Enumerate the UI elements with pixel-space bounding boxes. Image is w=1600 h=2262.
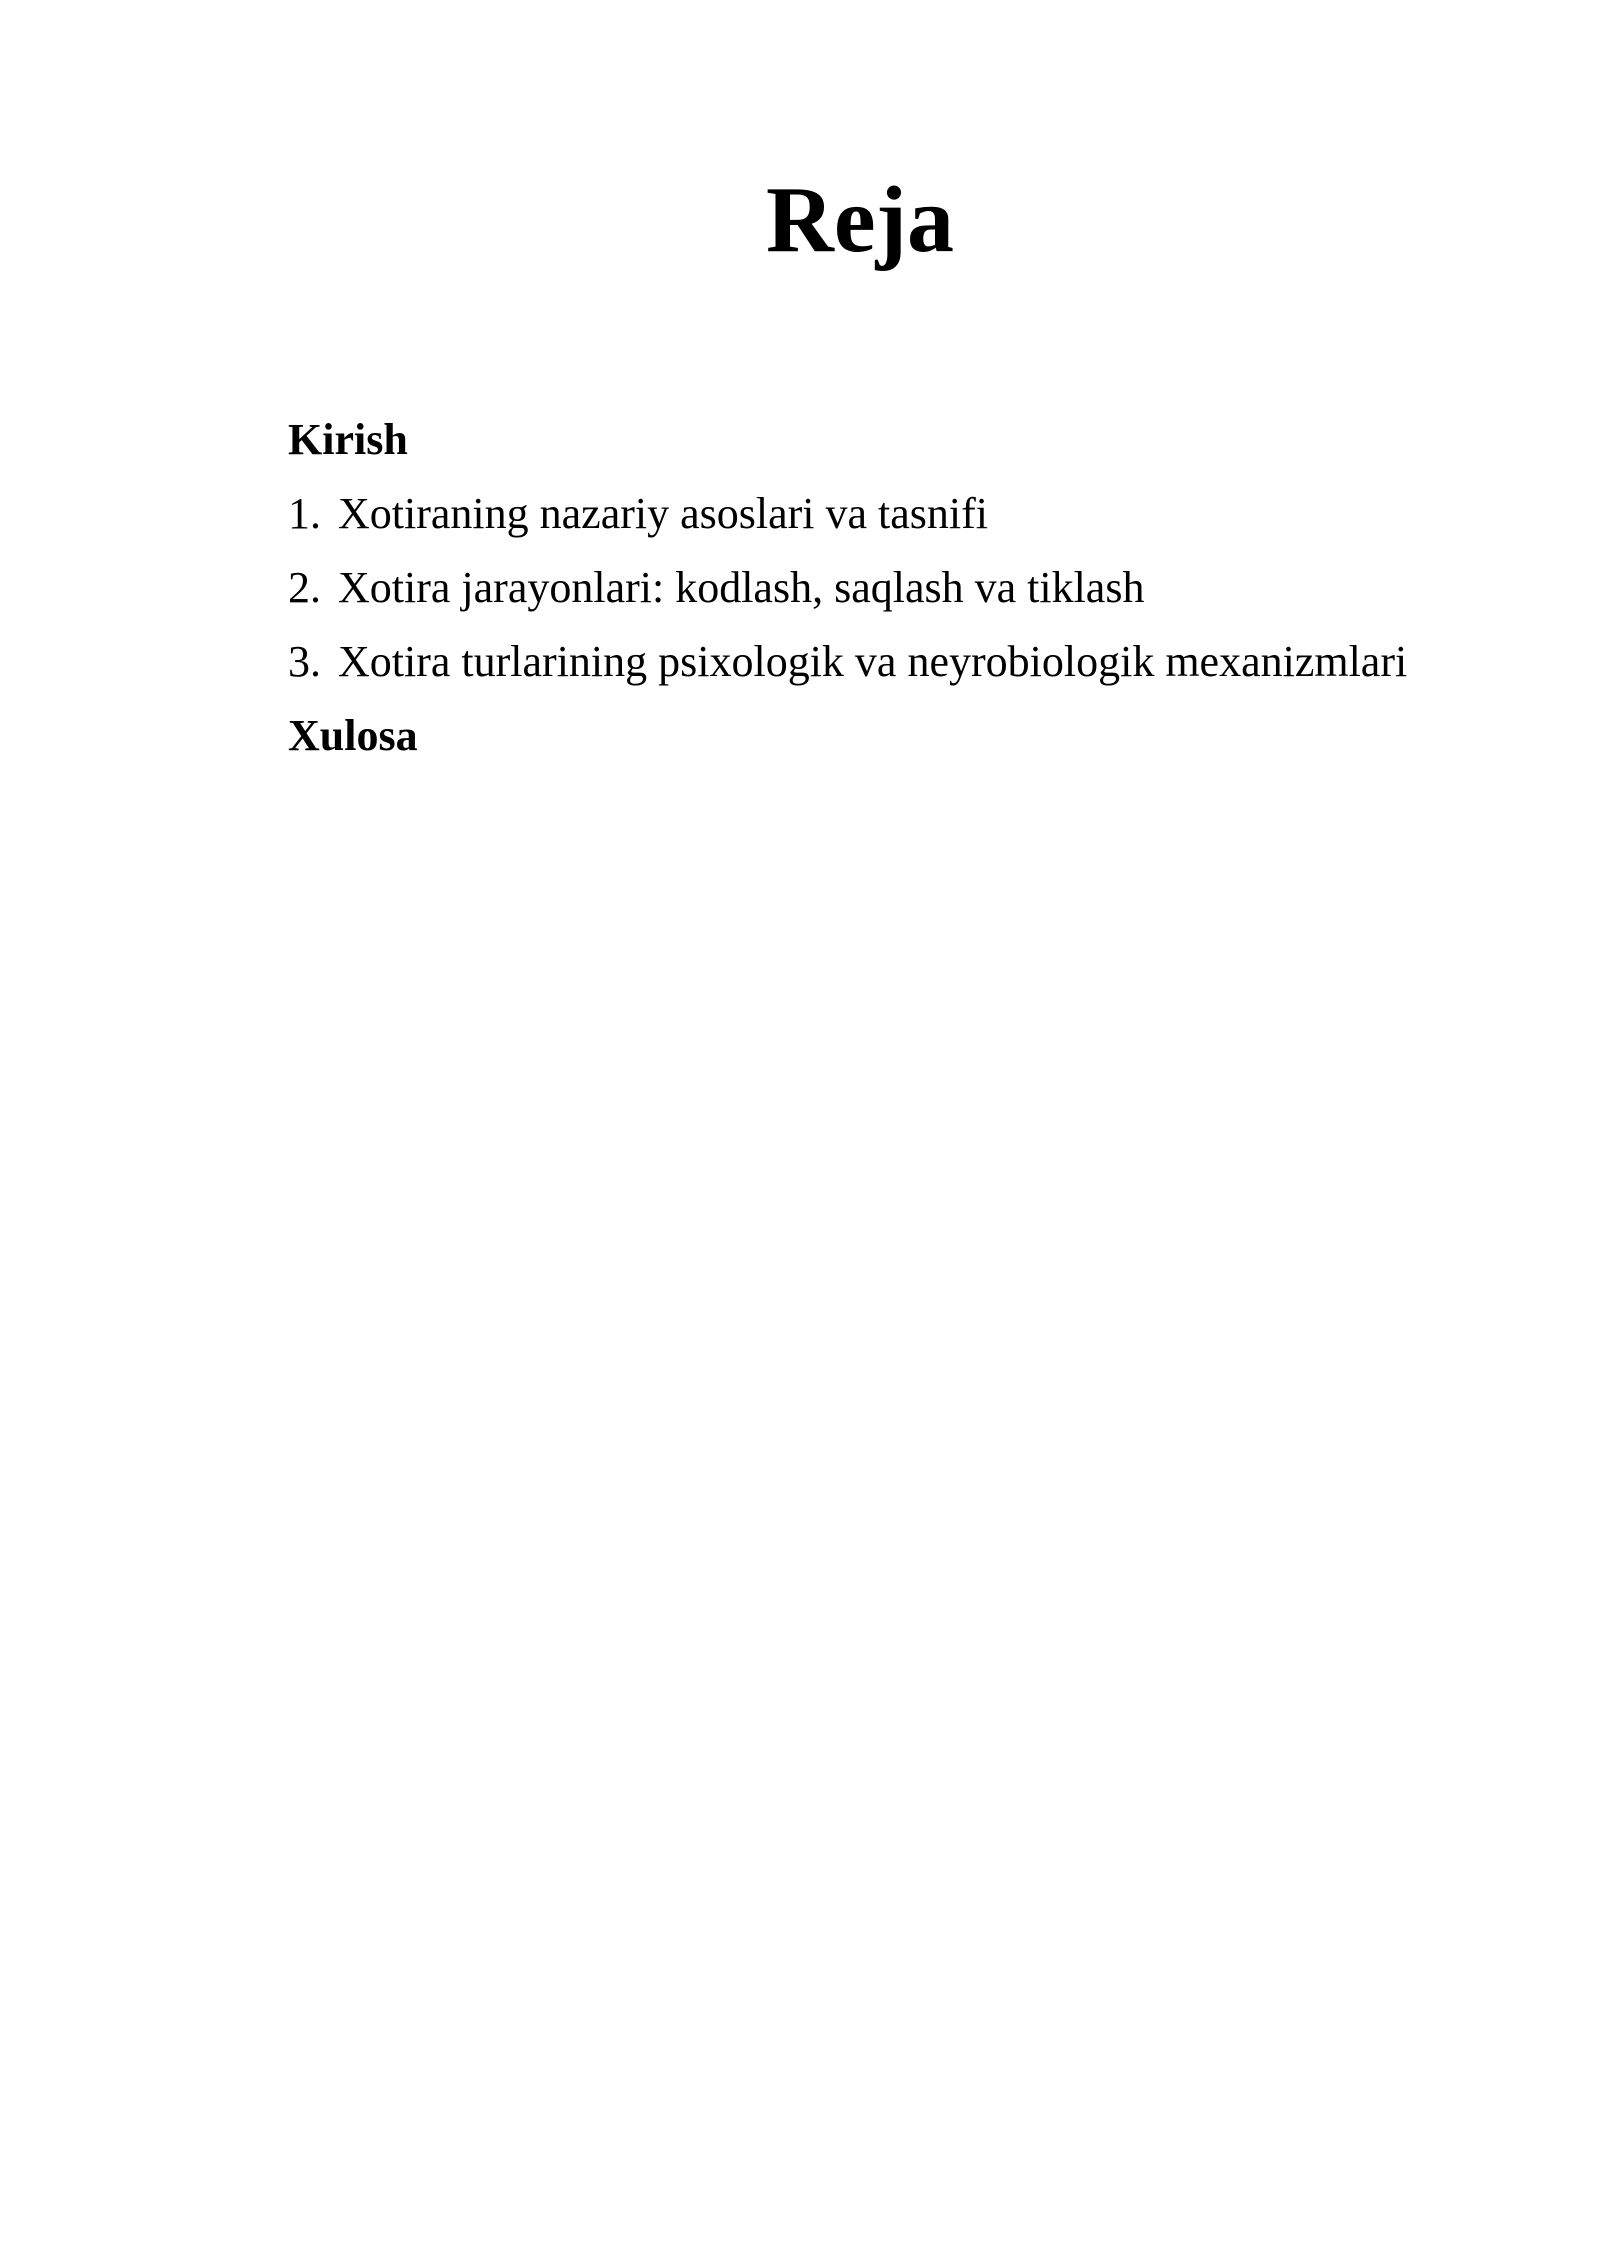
- plan-item-2: [288, 551, 1407, 625]
- plan-item-text: Xotiraning nazariy asoslari va tasnifi: [338, 489, 989, 538]
- plan-item-number: 3.: [288, 637, 321, 686]
- plan-item-text: Xotira turlarining psixologik va neyrobiologik mexanizmlari: [338, 637, 1408, 686]
- plan-conclusion: Xulosa: [288, 711, 418, 760]
- plan-item-number: 2.: [288, 563, 321, 612]
- page-title: Reja: [766, 168, 954, 272]
- plan-item-number: 1.: [288, 489, 321, 538]
- plan-item-3: [288, 625, 1407, 699]
- plan-intro: Kirish: [288, 415, 408, 464]
- plan-item-1: [288, 477, 1407, 551]
- plan-list: [288, 403, 1407, 773]
- plan-item-text: Xotira jarayonlari: kodlash, saqlash va tiklash: [338, 563, 1145, 612]
